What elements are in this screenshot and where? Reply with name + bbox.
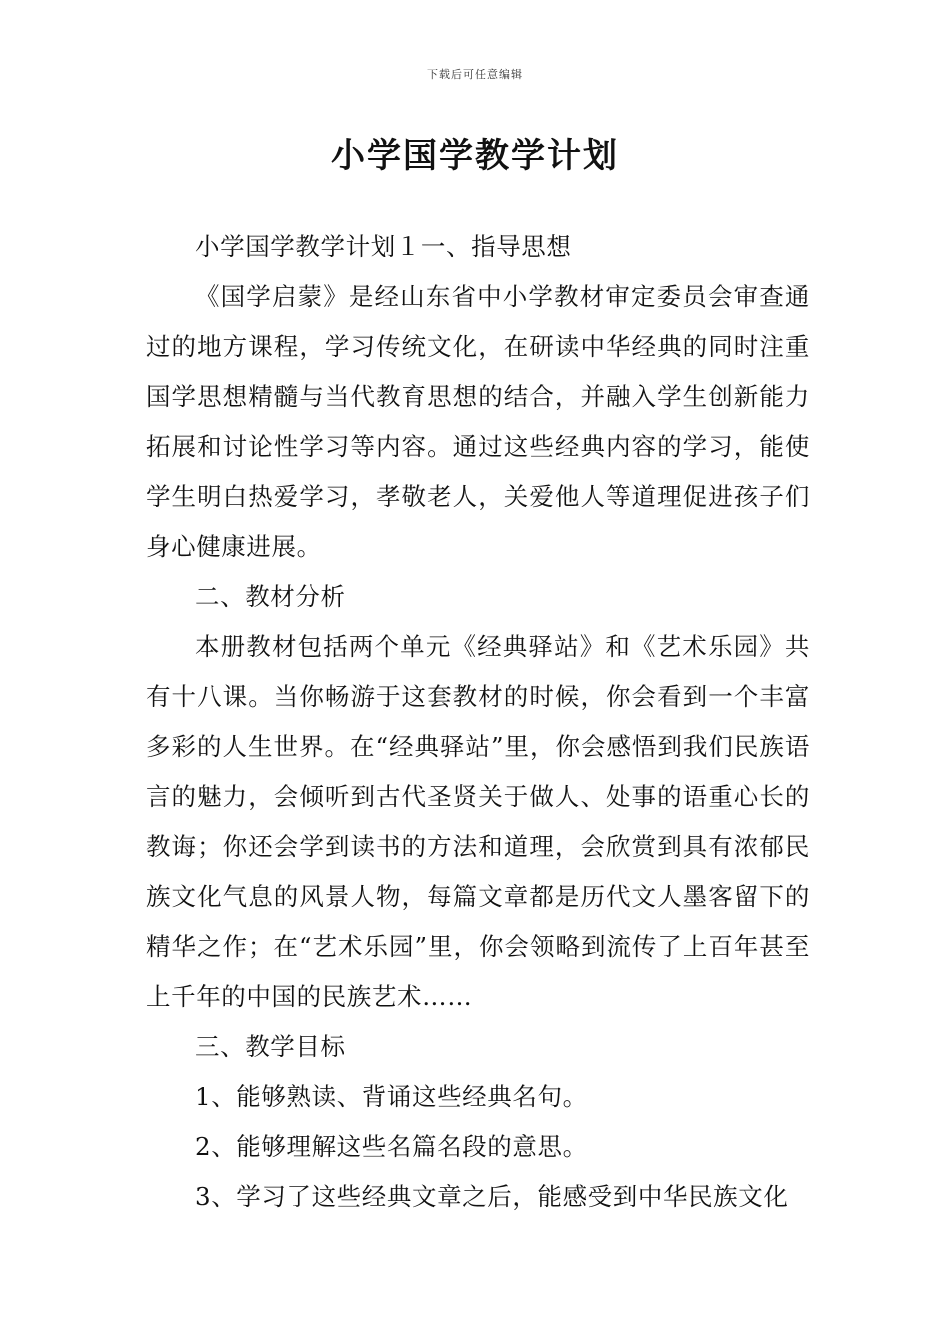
paragraph-section-heading-2: 二、教材分析 <box>195 582 346 611</box>
paragraph-section-heading-1: 小学国学教学计划１一、指导思想 <box>195 232 572 261</box>
document-title: 小学国学教学计划 <box>331 136 619 176</box>
paragraph-textbook-analysis: 本册教材包括两个单元《经典驿站》和《艺术乐园》共有十八课。当你畅游于这套教材的时候，你会看到一个丰富多彩的人生世界。在“经典驿站”里，你会感悟到我们民族语言的魅力，会倾听到古代圣贤关于做人、处事的语重心长的教诲；你还会学到读书的方法和道理，会欣赏到具有浓郁民族文化气息的风景人物，每篇文章都是历代文人墨客留下的精华之作；在“艺术乐园”里，你会领略到流传了上百年甚至上千年的中国的民族艺术…… <box>146 632 810 1011</box>
document-body <box>146 222 810 1222</box>
header-note: 下载后可任意编辑 <box>427 68 523 81</box>
paragraph-guiding-ideas: 《国学启蒙》是经山东省中小学教材审定委员会审查通过的地方课程，学习传统文化，在研读中华经典的同时注重国学思想精髓与当代教育思想的结合，并融入学生创新能力拓展和讨论性学习等内容。通过这些经典内容的学习，能使学生明白热爱学习，孝敬老人，关爱他人等道理促进孩子们身心健康进展。 <box>146 282 810 561</box>
paragraph-goal-3: 3、学习了这些经典文章之后，能感受到中华民族文化 <box>195 1182 789 1211</box>
paragraph-goal-2: 2、能够理解这些名篇名段的意思。 <box>195 1132 588 1161</box>
paragraph-section-heading-3: 三、教学目标 <box>195 1032 346 1061</box>
paragraph-goal-1: 1、能够熟读、背诵这些经典名句。 <box>195 1082 588 1111</box>
